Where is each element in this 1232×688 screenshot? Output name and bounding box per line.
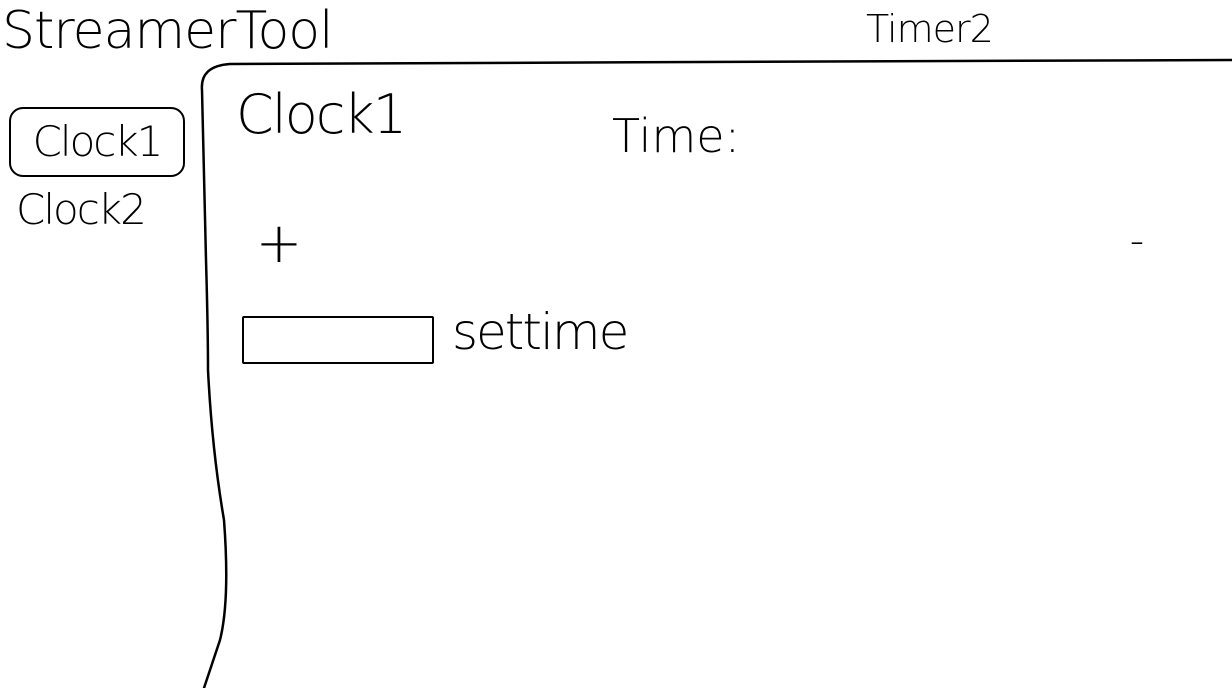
app-title: StreamerTool [2, 1, 333, 61]
sidebar-item-label: Clock2 [16, 185, 145, 234]
clock-title: Clock1 [236, 83, 406, 146]
decrement-button[interactable]: - [1129, 218, 1145, 264]
sidebar-item-clock1[interactable] [9, 107, 185, 177]
time-label: Time: [612, 109, 741, 163]
sidebar-item-clock2[interactable] [16, 180, 145, 240]
set-time-button[interactable]: settime [452, 303, 628, 361]
time-input[interactable] [242, 316, 434, 364]
increment-button[interactable]: + [255, 211, 303, 276]
sidebar-item-label: Clock1 [32, 117, 162, 166]
tab-timer2[interactable]: Timer2 [866, 7, 993, 51]
